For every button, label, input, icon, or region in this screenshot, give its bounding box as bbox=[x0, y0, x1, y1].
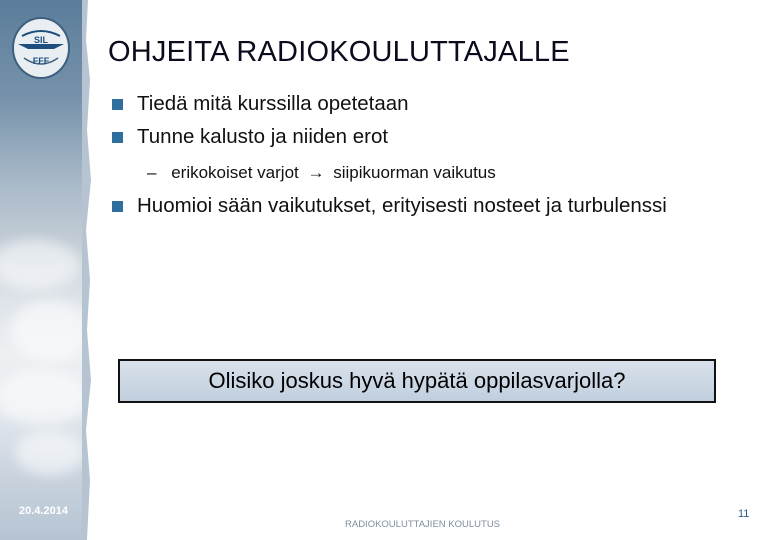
arrow-right-icon: → bbox=[307, 163, 325, 182]
bullet-item-2 bbox=[112, 125, 388, 149]
footer-text: RADIOKOULUTTAJIEN KOULUTUS bbox=[345, 519, 501, 530]
svg-text:FFF: FFF bbox=[32, 56, 50, 66]
bullet-item-3 bbox=[112, 194, 667, 218]
bullet-item-1 bbox=[112, 92, 409, 116]
bullet-text: Tunne kalusto ja niiden erot bbox=[137, 125, 389, 148]
bullet-square-icon bbox=[112, 132, 123, 143]
sil-fff-logo bbox=[10, 14, 72, 80]
callout-box bbox=[118, 359, 716, 403]
sky-sidebar-image bbox=[0, 0, 86, 540]
torn-edge-decoration bbox=[82, 0, 100, 540]
sub-bullet-item bbox=[147, 163, 496, 183]
bullet-square-icon bbox=[112, 201, 123, 212]
svg-text:SIL: SIL bbox=[33, 35, 49, 45]
bullet-square-icon bbox=[112, 99, 123, 110]
dash-marker: – bbox=[147, 163, 157, 182]
sub-bullet-text-before: erikokoiset varjot bbox=[171, 163, 299, 182]
bullet-text: Tiedä mitä kurssilla opetetaan bbox=[137, 92, 409, 115]
slide-title: OHJEITA RADIOKOULUTTAJALLE bbox=[108, 36, 570, 68]
page-number: 11 bbox=[738, 508, 750, 520]
bullet-text: Huomioi sään vaikutukset, erityisesti nosteet ja turbulenssi bbox=[137, 194, 667, 217]
footer-date: 20.4.2014 bbox=[19, 505, 68, 517]
sub-bullet-text-after: siipikuorman vaikutus bbox=[333, 163, 496, 182]
callout-text: Olisiko joskus hyvä hypätä oppilasvarjolla? bbox=[208, 368, 626, 393]
